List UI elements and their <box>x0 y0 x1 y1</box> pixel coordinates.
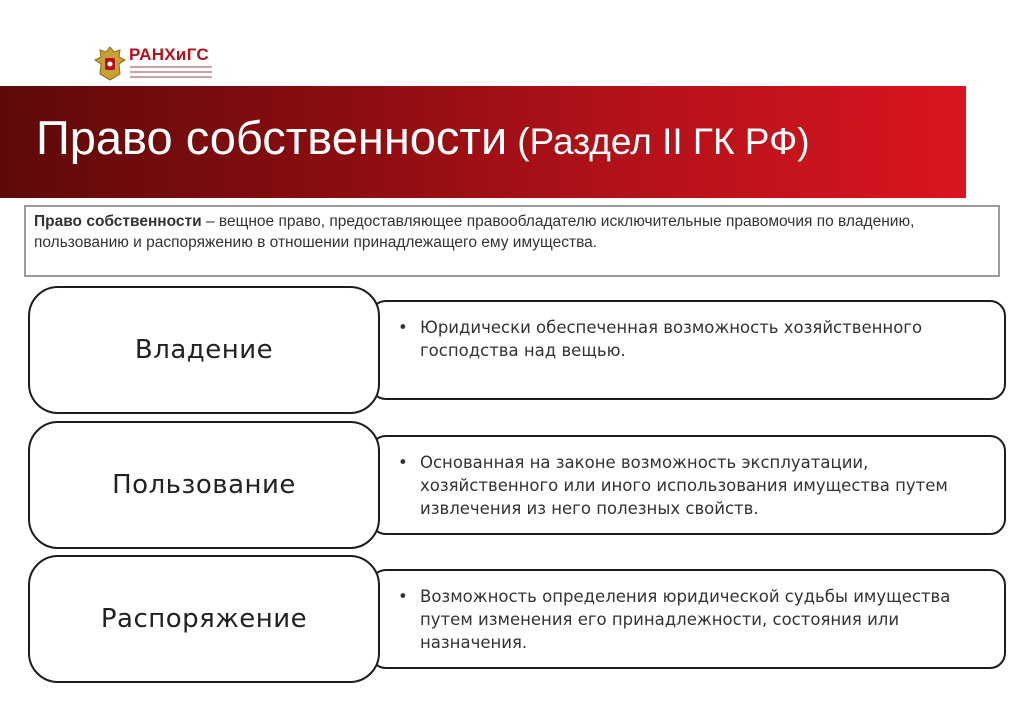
definition-term: Право собственности <box>34 213 202 230</box>
term-label: Пользование <box>112 470 296 500</box>
description-box <box>370 435 1006 535</box>
page-title <box>36 110 810 165</box>
definition-box <box>24 205 1000 277</box>
eagle-emblem-icon <box>93 44 127 82</box>
bullet: • <box>398 587 408 606</box>
description-box <box>370 569 1006 669</box>
title-banner <box>0 86 966 198</box>
description-text: Возможность определения юридической судьбы имущества путем изменения его принадлежности, состояния или назначения. <box>420 587 951 652</box>
row-possession <box>28 286 1006 414</box>
bullet: • <box>398 453 408 472</box>
term-box <box>28 286 380 414</box>
term-box <box>28 421 380 549</box>
definition-text: – вещное право, предоставляющее правообладателю исключительные правомочия по владению, пользованию и распоряжению в отношении принадлежащего ему имущества. <box>34 213 915 251</box>
logo <box>93 44 223 84</box>
row-use <box>28 421 1006 549</box>
bullet: • <box>398 318 408 337</box>
description-text: Основанная на законе возможность эксплуатации, хозяйственного или иного использования имущества путем извлечения из него полезных свойств. <box>420 453 948 518</box>
term-label: Распоряжение <box>100 604 308 634</box>
title-main: Право собственности <box>36 111 508 164</box>
description-text: Юридически обеспеченная возможность хозяйственного господства над вещью. <box>420 318 923 360</box>
description-box <box>370 300 1006 400</box>
term-label: Владение <box>134 335 274 365</box>
row-disposal <box>28 555 1006 683</box>
term-box <box>28 555 380 683</box>
title-subtitle: (Раздел II ГК РФ) <box>517 121 810 162</box>
logo-name: РАНХиГС <box>129 45 209 64</box>
logo-subtitle-lines <box>130 66 212 81</box>
